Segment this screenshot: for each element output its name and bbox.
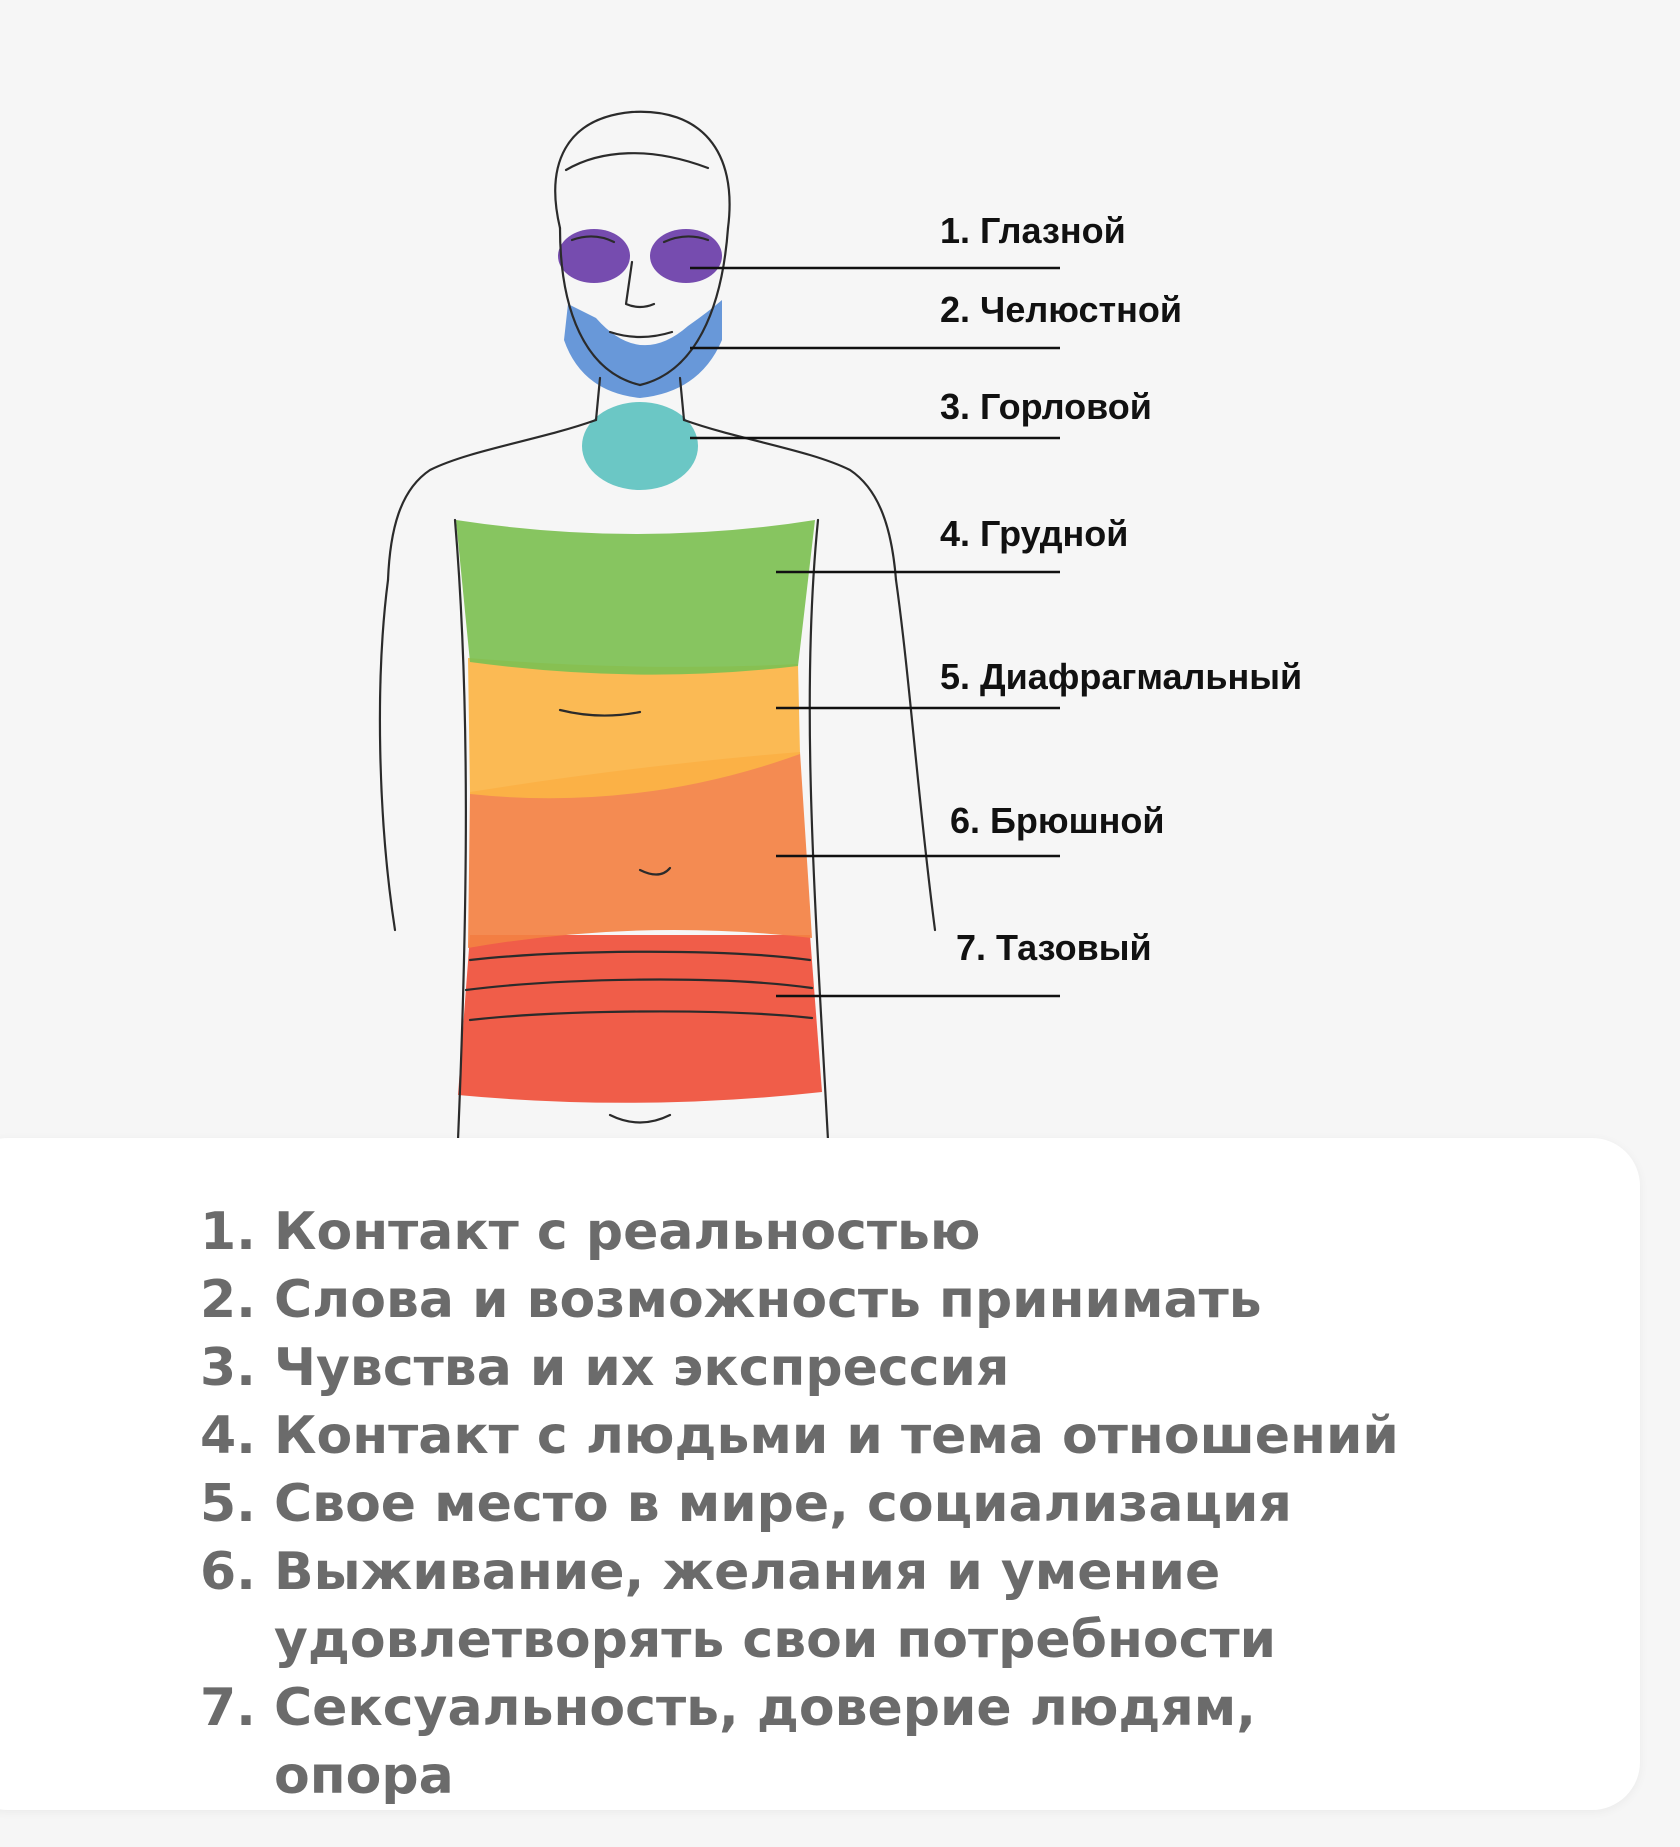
meaning-text: Контакт с реальностью [274, 1202, 981, 1262]
meaning-text: Слова и возможность принимать [274, 1270, 1262, 1330]
meaning-item-2 [200, 1266, 1434, 1334]
segment-3-throat [582, 402, 698, 490]
meaning-number: 2. [200, 1270, 256, 1330]
segment-label-2: 2. Челюстной [940, 289, 1182, 330]
meaning-item-3 [200, 1334, 1434, 1402]
meaning-number: 7. [200, 1678, 256, 1738]
meaning-item-1 [200, 1198, 1434, 1266]
meaning-text: Чувства и их экспрессия [274, 1338, 1010, 1398]
meanings-list [200, 1198, 1434, 1810]
meaning-number: 3. [200, 1338, 256, 1398]
segment-label-5: 5. Диафрагмальный [940, 656, 1303, 697]
segment-label-1: 1. Глазной [940, 210, 1126, 251]
meaning-text: Сексуальность, доверие людям, опора [274, 1678, 1257, 1806]
meaning-number: 4. [200, 1406, 256, 1466]
meaning-text: Выживание, желания и умение удовлетворять свои потребности [274, 1542, 1277, 1670]
meaning-text: Свое место в мире, социализация [274, 1474, 1292, 1534]
meaning-number: 6. [200, 1542, 256, 1602]
meaning-number: 1. [200, 1202, 256, 1262]
segment-label-3: 3. Горловой [940, 386, 1152, 427]
segment-7-pelvic [458, 935, 822, 1103]
segment-label-7: 7. Тазовый [956, 927, 1152, 968]
segment-label-6: 6. Брюшной [950, 800, 1165, 841]
meaning-item-6 [200, 1538, 1434, 1674]
segment-4-chest [456, 520, 815, 675]
meaning-item-5 [200, 1470, 1434, 1538]
meaning-text: Контакт с людьми и тема отношений [274, 1406, 1399, 1466]
segment-label-4: 4. Грудной [940, 513, 1129, 554]
meaning-item-4 [200, 1402, 1434, 1470]
meaning-number: 5. [200, 1474, 256, 1534]
meaning-item-7 [200, 1674, 1434, 1810]
